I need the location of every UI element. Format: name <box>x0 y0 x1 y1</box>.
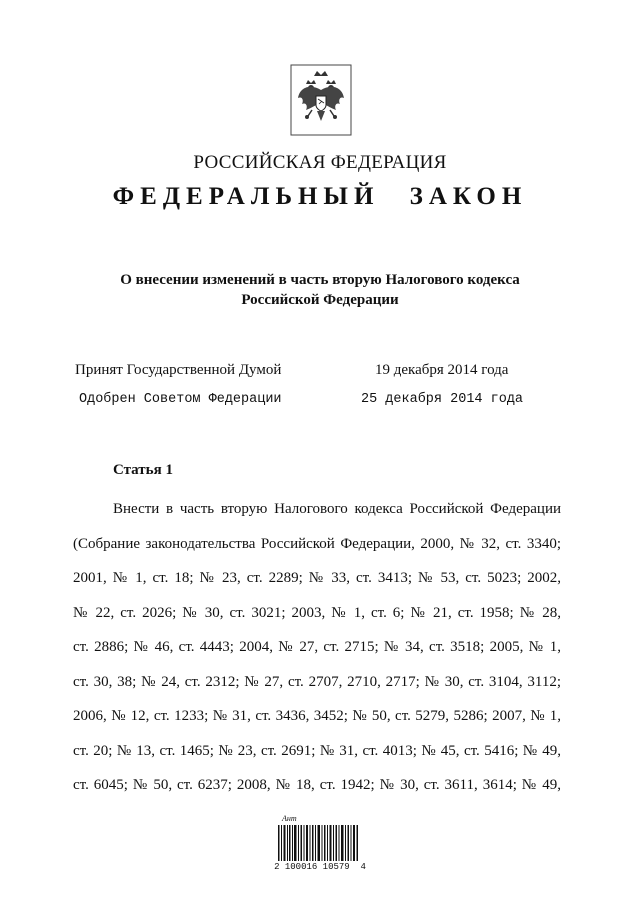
barcode <box>270 814 370 874</box>
article-line: 2006, № 12, ст. 1233; № 31, ст. 3436, 3452; № 50, ст. 5279, 5286; 2007, № 1, <box>73 708 561 724</box>
country-heading: РОССИЙСКАЯ ФЕДЕРАЦИЯ <box>193 152 447 173</box>
article-line: ст. 30, 38; № 24, ст. 2312; № 27, ст. 2707, 2710, 2717; № 30, ст. 3104, 3112; <box>73 673 561 690</box>
article-line: ст. 20; № 13, ст. 1465; № 23, ст. 2691; № 31, ст. 4013; № 45, ст. 5416; № 49, <box>73 742 561 759</box>
adoption-label-council: Одобрен Советом Федерации <box>79 392 282 407</box>
adoption-date-duma: 19 декабря 2014 года <box>375 362 509 378</box>
article-line: 2001, № 1, ст. 18; № 23, ст. 2289; № 33, ст. 3413; № 53, ст. 5023; 2002, <box>73 570 561 586</box>
law-title-line-2: Российской Федерации <box>241 292 399 308</box>
article-body <box>73 492 561 803</box>
article-line: Внести в часть вторую Налогового кодекса Российской Федерации <box>113 501 561 517</box>
article-line: ст. 2886; № 46, ст. 4443; 2004, № 27, ст. 2715; № 34, ст. 3518; 2005, № 1, <box>73 639 561 655</box>
article-heading: Статья 1 <box>113 462 173 478</box>
barcode-mark: Ант <box>282 814 297 823</box>
adoption-label-duma: Принят Государственной Думой <box>75 362 282 378</box>
article-line: ст. 6045; № 50, ст. 6237; 2008, № 18, ст. 1942; № 30, ст. 3611, 3614; № 49, <box>73 777 561 793</box>
barcode-number: 2 100016 10579 4 <box>274 862 366 872</box>
article-line: № 22, ст. 2026; № 30, ст. 3021; 2003, № 1, ст. 6; № 21, ст. 1958; № 28, <box>73 604 561 621</box>
coat-of-arms-icon <box>290 64 352 136</box>
law-title-line-1: О внесении изменений в часть вторую Налогового кодекса <box>120 272 520 288</box>
law-title <box>0 270 640 310</box>
adoption-date-council: 25 декабря 2014 года <box>361 392 524 407</box>
article-line: (Собрание законодательства Российской Федерации, 2000, № 32, ст. 3340; <box>73 535 561 552</box>
barcode-bars <box>278 825 358 861</box>
law-type-heading: ФЕДЕРАЛЬНЫЙ ЗАКОН <box>112 183 528 210</box>
